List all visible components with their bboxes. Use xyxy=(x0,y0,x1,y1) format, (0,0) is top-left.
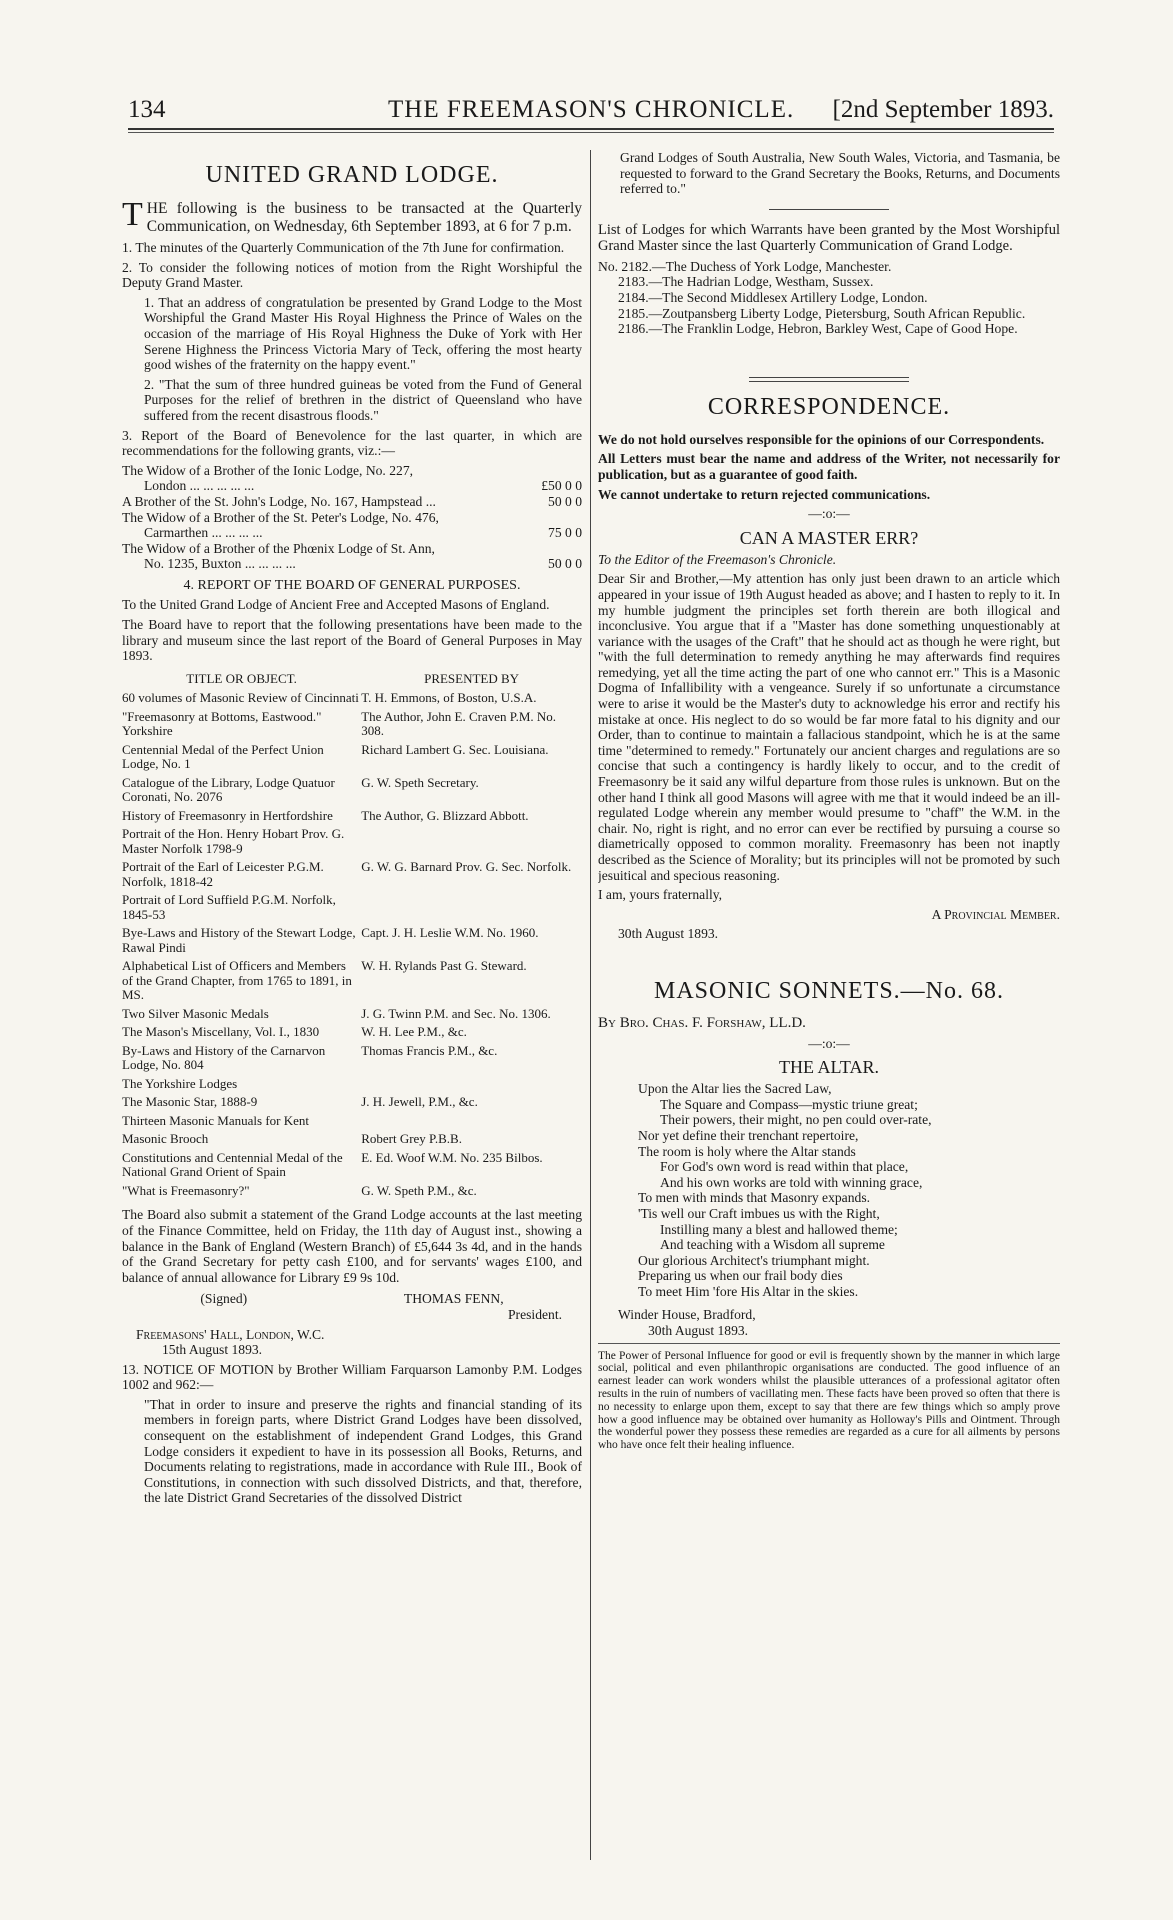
presentation-title: Centennial Medal of the Perfect Union Lodge, No. 1 xyxy=(122,741,324,772)
presentation-title: Bye-Laws and History of the Stewart Lodge, Rawal Pindi xyxy=(122,925,356,955)
letter-signature: A Provincial Member. xyxy=(931,906,1060,922)
table-row xyxy=(122,709,582,742)
editorial-note: We cannot undertake to return rejected communications. xyxy=(598,486,931,502)
presented-by: Robert Grey P.B.B. xyxy=(361,1131,462,1147)
table-row xyxy=(122,1183,582,1202)
intro-paragraph xyxy=(122,196,582,236)
letter-date: 30th August 1893. xyxy=(618,926,719,942)
poem-line: For God's own word is read within that place, xyxy=(660,1159,909,1175)
list-item: No. 2182.—The Duchess of York Lodge, Manchester. xyxy=(598,258,892,274)
header-rule-thin xyxy=(128,132,1054,133)
address-date: 15th August 1893. xyxy=(162,1342,263,1358)
presented-by: J. G. Twinn P.M. and Sec. No. 1306. xyxy=(361,1005,551,1021)
presentation-title: Thirteen Masonic Manuals for Kent xyxy=(122,1112,310,1128)
motion-2: 2. "That the sum of three hundred guineas be voted from the Fund of General Purposes for the relief of brethren in the district of Queensland who have suffered from the recent disastrous floods." xyxy=(144,376,582,423)
presented-by: W. H. Rylands Past G. Steward. xyxy=(361,958,527,974)
presented-by: Capt. J. H. Leslie W.M. No. 1960. xyxy=(361,925,539,941)
column-divider xyxy=(590,150,591,1860)
table-row xyxy=(122,1150,582,1183)
presentation-title: The Masonic Star, 1888-9 xyxy=(122,1094,258,1110)
left-column xyxy=(122,150,582,1860)
board-report-title: 4. REPORT OF THE BOARD OF GENERAL PURPOSES. xyxy=(183,577,521,593)
table-header: TITLE OR OBJECT. xyxy=(186,670,297,686)
poem-line: Nor yet define their trenchant repertoire, xyxy=(638,1127,859,1143)
poem-line: Upon the Altar lies the Sacred Law, xyxy=(638,1081,832,1097)
presented-by: Richard Lambert G. Sec. Louisiana. xyxy=(361,741,549,757)
presentation-title: Portrait of the Earl of Leicester P.G.M. Norfolk, 1818-42 xyxy=(122,859,324,889)
agenda-item-3: 3. Report of the Board of Benevolence for the last quarter, in which are recommendations for the following grants, viz.:— xyxy=(122,427,582,459)
poem-line: The Square and Compass—mystic triune great; xyxy=(660,1096,918,1112)
grant-amount: £50 0 0 xyxy=(541,478,582,494)
table-row xyxy=(122,1006,582,1025)
poem-line: Their powers, their might, no pen could over-rate, xyxy=(660,1112,932,1128)
presentation-title: Catalogue of the Library, Lodge Quatuor Coronati, No. 2076 xyxy=(122,774,335,805)
table-row xyxy=(122,1024,582,1043)
grant-line: The Widow of a Brother of the St. Peter's Lodge, No. 476, xyxy=(122,509,439,525)
grant-row xyxy=(122,541,582,572)
poem-line: The room is holy where the Altar stands xyxy=(638,1143,856,1159)
presentation-title: Two Silver Masonic Medals xyxy=(122,1005,269,1021)
grant-amount: 75 0 0 xyxy=(548,525,582,541)
presented-by: G. W. Speth Secretary. xyxy=(361,774,479,790)
list-item: 2186.—The Franklin Lodge, Hebron, Barkley West, Cape of Good Hope. xyxy=(618,321,1018,337)
grant-row xyxy=(122,463,582,494)
poem-title: THE ALTAR. xyxy=(779,1057,879,1078)
header-rule xyxy=(128,128,1054,130)
presented-by: E. Ed. Woof W.M. No. 235 Bilbos. xyxy=(361,1149,543,1165)
grant-line: London ... ... ... ... ... xyxy=(144,478,255,494)
poem-line: Preparing us when our frail body dies xyxy=(638,1268,843,1284)
ornament-divider: —:o:— xyxy=(808,1035,850,1051)
presented-by: Thomas Francis P.M., &c. xyxy=(361,1042,498,1058)
drop-cap: T xyxy=(122,196,143,233)
poem-date: 30th August 1893. xyxy=(648,1323,749,1339)
presented-by xyxy=(361,1113,582,1132)
signatory-title: President. xyxy=(508,1306,562,1322)
notice-of-motion: 13. NOTICE OF MOTION by Brother William Farquarson Lamonby P.M. Lodges 1002 and 962:— xyxy=(122,1361,582,1393)
publication-title: THE FREEMASON'S CHRONICLE. xyxy=(388,96,795,123)
letter-addressee: To the Editor of the Freemason's Chronicle. xyxy=(598,551,837,567)
grant-line: The Widow of a Brother of the Ionic Lodge, No. 227, xyxy=(122,462,414,478)
warrant-lodges-list xyxy=(598,259,1060,337)
address-line: Freemasons' Hall, London, W.C. xyxy=(136,1326,325,1342)
table-row xyxy=(122,1113,582,1132)
poem-line: To meet Him 'fore His Altar in the skies. xyxy=(638,1283,859,1299)
letter-body: Dear Sir and Brother,—My attention has only just been drawn to an article which appeared in your issue of 19th August headed as above; and I hasten to reply to it. In my humble judgment the principles set forth therein are both illogical and inconclusive. You argue that if a "Master has done something unquestionably at variance with the usages of the Craft" that he should act as though he were right, but "with the full determination to remedy anything he may afterwards find requires remedying, yet all the time acting the part of one who cannot err." This is a Masonic Dogma of Infallibility with a vengeance. Surely if so unfortunate a circumstance were to arise it would be the Master's duty to acknowledge his error and rectify his mistake at once. His neglect to do so would be far more fatal to his dignity and our Order, than to continue to maintain a fallacious standpoint, which he is at the same time "determined to remedy." Fortunately our ancient charges and regulations are so concise that such a contingency is hardly likely to occur, and to the credit of Freemasonry be it said any wilful departure from those rules is unknown. But on the other hand I think all good Masons will agree with me that it would indeed be an ill-regulated Lodge wherein any member would presume to "chaff" the W.M. in the chair. No, right is right, and no error can ever be rectified by pursuing a course so diametrically opposed to common morality. Freemasonry has been not inaptly described as the Science of Morality; but its principles will not be promoted by such jesuitical and specious reasoning. xyxy=(598,571,1060,883)
table-row xyxy=(122,925,582,958)
presentation-title: The Yorkshire Lodges xyxy=(122,1075,238,1091)
presentation-title: Constitutions and Centennial Medal of the National Grand Orient of Spain xyxy=(122,1149,343,1180)
table-row xyxy=(122,1043,582,1076)
board-report-body: The Board have to report that the following presentations have been made to the library and museum since the last report of the Board of General Purposes in May 1893. xyxy=(122,617,582,664)
presentation-title: Masonic Brooch xyxy=(122,1131,209,1147)
presented-by: T. H. Emmons, of Boston, U.S.A. xyxy=(361,690,537,706)
table-row xyxy=(122,742,582,775)
page-number: 134 xyxy=(128,96,166,123)
poem-line: And teaching with a Wisdom all supreme xyxy=(660,1237,885,1253)
presentation-title: 60 volumes of Masonic Review of Cincinnati xyxy=(122,690,359,706)
table-row xyxy=(122,775,582,808)
grant-line: A Brother of the St. John's Lodge, No. 167, Hampstead ... xyxy=(122,493,436,509)
presented-by: G. W. Speth P.M., &c. xyxy=(361,1182,477,1198)
presentation-title: The Mason's Miscellany, Vol. I., 1830 xyxy=(122,1024,320,1040)
editorial-note: We do not hold ourselves responsible for the opinions of our Correspondents. xyxy=(598,431,1045,447)
continued-text: Grand Lodges of South Australia, New South Wales, Victoria, and Tasmania, be requested to forward to the Grand Secretary the Books, Returns, and Documents referred to." xyxy=(620,150,1060,197)
presented-by: The Author, G. Blizzard Abbott. xyxy=(361,807,529,823)
right-column xyxy=(598,150,1060,1860)
list-item: 2183.—The Hadrian Lodge, Westham, Sussex. xyxy=(618,274,874,290)
poem-line: To men with minds that Masonry expands. xyxy=(638,1190,871,1206)
signature-block xyxy=(122,1291,582,1307)
agenda-item-1: 1. The minutes of the Quarterly Communication of the 7th June for confirmation. xyxy=(122,240,565,255)
presentation-title: History of Freemasonry in Hertfordshire xyxy=(122,807,333,823)
poem-line: Instilling many a blest and hallowed theme; xyxy=(660,1221,898,1237)
agenda-item-2: 2. To consider the following notices of motion from the Right Worshipful the Deputy Grand Master. xyxy=(122,259,582,291)
list-item: 2185.—Zoutpansberg Liberty Lodge, Pietersburg, South African Republic. xyxy=(618,305,1026,321)
table-row xyxy=(122,859,582,892)
table-row xyxy=(122,1131,582,1150)
presented-by: J. H. Jewell, P.M., &c. xyxy=(361,1094,478,1110)
issue-date: [2nd September 1893. xyxy=(832,96,1054,123)
table-header-row xyxy=(122,668,582,691)
section-divider xyxy=(749,377,909,382)
letter-closing: I am, yours fraternally, xyxy=(598,887,723,903)
presented-by xyxy=(361,892,582,925)
presented-by: W. H. Lee P.M., &c. xyxy=(361,1024,467,1040)
signed-label: (Signed) xyxy=(200,1291,248,1307)
advertisement: The Power of Personal Influence for good or evil is frequently shown by the manner in which large social, political and even philanthropic organisations are conducted. The good influence of an earnest leader can work wonders whilst the plausible utterances of a professional agitator often results in the ruin of numbers of vacillating men. These facts have been proved so often that there is no necessity to enlarge upon them, except to say that there are few things which so amply prove how a good influence may be obtained over humanity as Holloway's Pills and Ointment. Through the wonderful power they possess these remedies are regarded as a cure for all ailments by persons who have once felt their healing influence. xyxy=(598,1343,1060,1452)
list-item: 2184.—The Second Middlesex Artillery Lodge, London. xyxy=(618,289,928,305)
ornament-divider: —:o:— xyxy=(808,506,850,522)
editorial-note: All Letters must bear the name and address of the Writer, not necessarily for publication, but as a guarantee of good faith. xyxy=(598,451,1060,482)
grant-row xyxy=(122,510,582,541)
table-row xyxy=(122,808,582,827)
presented-by: G. W. G. Barnard Prov. G. Sec. Norfolk. xyxy=(361,859,572,875)
poem-place: Winder House, Bradford, xyxy=(618,1307,756,1323)
presentation-title: Portrait of Lord Suffield P.G.M. Norfolk, 1845-53 xyxy=(122,892,336,922)
presentation-title: Portrait of the Hon. Henry Hobart Prov. G. Master Norfolk 1798-9 xyxy=(122,826,345,856)
letter-title: CAN A MASTER ERR? xyxy=(739,527,919,548)
presentation-title: "Freemasonry at Bottoms, Eastwood." Yorkshire xyxy=(122,708,322,739)
section-heading-sonnets: MASONIC SONNETS.—No. 68. xyxy=(653,977,1005,1004)
table-row xyxy=(122,958,582,1006)
grant-amount: 50 0 0 xyxy=(548,556,582,572)
grant-amount: 50 0 0 xyxy=(548,493,582,509)
table-row xyxy=(122,826,582,859)
poem-line: Our glorious Architect's triumphant might. xyxy=(638,1252,870,1268)
signatory-name: THOMAS FENN, xyxy=(403,1291,504,1307)
table-row xyxy=(122,892,582,925)
grant-line: No. 1235, Buxton ... ... ... ... xyxy=(144,556,296,572)
grant-line: The Widow of a Brother of the Phœnix Lodge of St. Ann, xyxy=(122,540,435,556)
sonnet-author: By Bro. Chas. F. Forshaw, LL.D. xyxy=(598,1014,806,1031)
table-row xyxy=(122,690,582,709)
presentation-title: "What is Freemasonry?" xyxy=(122,1182,250,1198)
motion-1: 1. That an address of congratulation be presented by Grand Lodge to the Most Worshipful the Grand Master His Royal Highness the Prince of Wales on the occasion of the marriage of His Royal Highness the Duke of York with Her Serene Highness the Princess Victoria Mary of Teck, offering the most hearty good wishes of the fraternity on the happy event." xyxy=(144,294,582,373)
presented-by xyxy=(361,1076,582,1095)
section-divider xyxy=(769,209,889,210)
presentation-title: By-Laws and History of the Carnarvon Lodge, No. 804 xyxy=(122,1042,326,1073)
section-heading-grand-lodge: UNITED GRAND LODGE. xyxy=(205,162,499,188)
grants-list xyxy=(122,463,582,572)
poem-line: 'Tis well our Craft imbues us with the Right, xyxy=(638,1205,880,1221)
presented-by xyxy=(361,826,582,859)
page-header xyxy=(128,96,1054,126)
presented-by: The Author, John E. Craven P.M. No. 308. xyxy=(361,708,557,739)
notice-of-motion-body: "That in order to insure and preserve the rights and financial standing of its members in foreign parts, where District Grand Lodges have been dissolved, consequent on the establishment of independent Grand Lodges, this Grand Lodge considers it expedient to have in its possession all Books, Returns, and Documents relating to registrations, made in accordance with Rule III., Book of Constitutions, in connection with such dissolved Districts, and that, therefore, the late District Grand Secretaries of the dissolved District xyxy=(144,1396,582,1506)
grant-line: Carmarthen ... ... ... ... xyxy=(144,525,263,541)
grant-row xyxy=(122,494,582,510)
board-report-subtitle: To the United Grand Lodge of Ancient Free and Accepted Masons of England. xyxy=(122,597,550,613)
table-header: PRESENTED BY xyxy=(424,670,520,686)
presentations-table xyxy=(122,668,582,1202)
warrants-intro: List of Lodges for which Warrants have been granted by the Most Worshipful Grand Master since the last Quarterly Communication of Grand Lodge. xyxy=(598,221,1060,255)
section-heading-correspondence: CORRESPONDENCE. xyxy=(707,393,951,420)
finance-paragraph: The Board also submit a statement of the Grand Lodge accounts at the last meeting of the Finance Committee, held on Friday, the 11th day of August inst., showing a balance in the Bank of England (Western Branch) of £5,644 3s 4d, and in the hands of the Grand Secretary for petty cash £100, and for servants' wages £100, and balance of annual allowance for Library £9 9s 10d. xyxy=(122,1207,582,1285)
table-row xyxy=(122,1076,582,1095)
intro-text: HE following is the business to be transacted at the Quarterly Communication, on Wednesday, 6th September 1893, at 6 for 7 p.m. xyxy=(146,200,582,235)
presentation-title: Alphabetical List of Officers and Members of the Grand Chapter, from 1765 to 1891, in MS. xyxy=(122,958,352,1003)
poem xyxy=(598,1081,1060,1299)
table-row xyxy=(122,1094,582,1113)
poem-line: And his own works are told with winning grace, xyxy=(660,1174,923,1190)
